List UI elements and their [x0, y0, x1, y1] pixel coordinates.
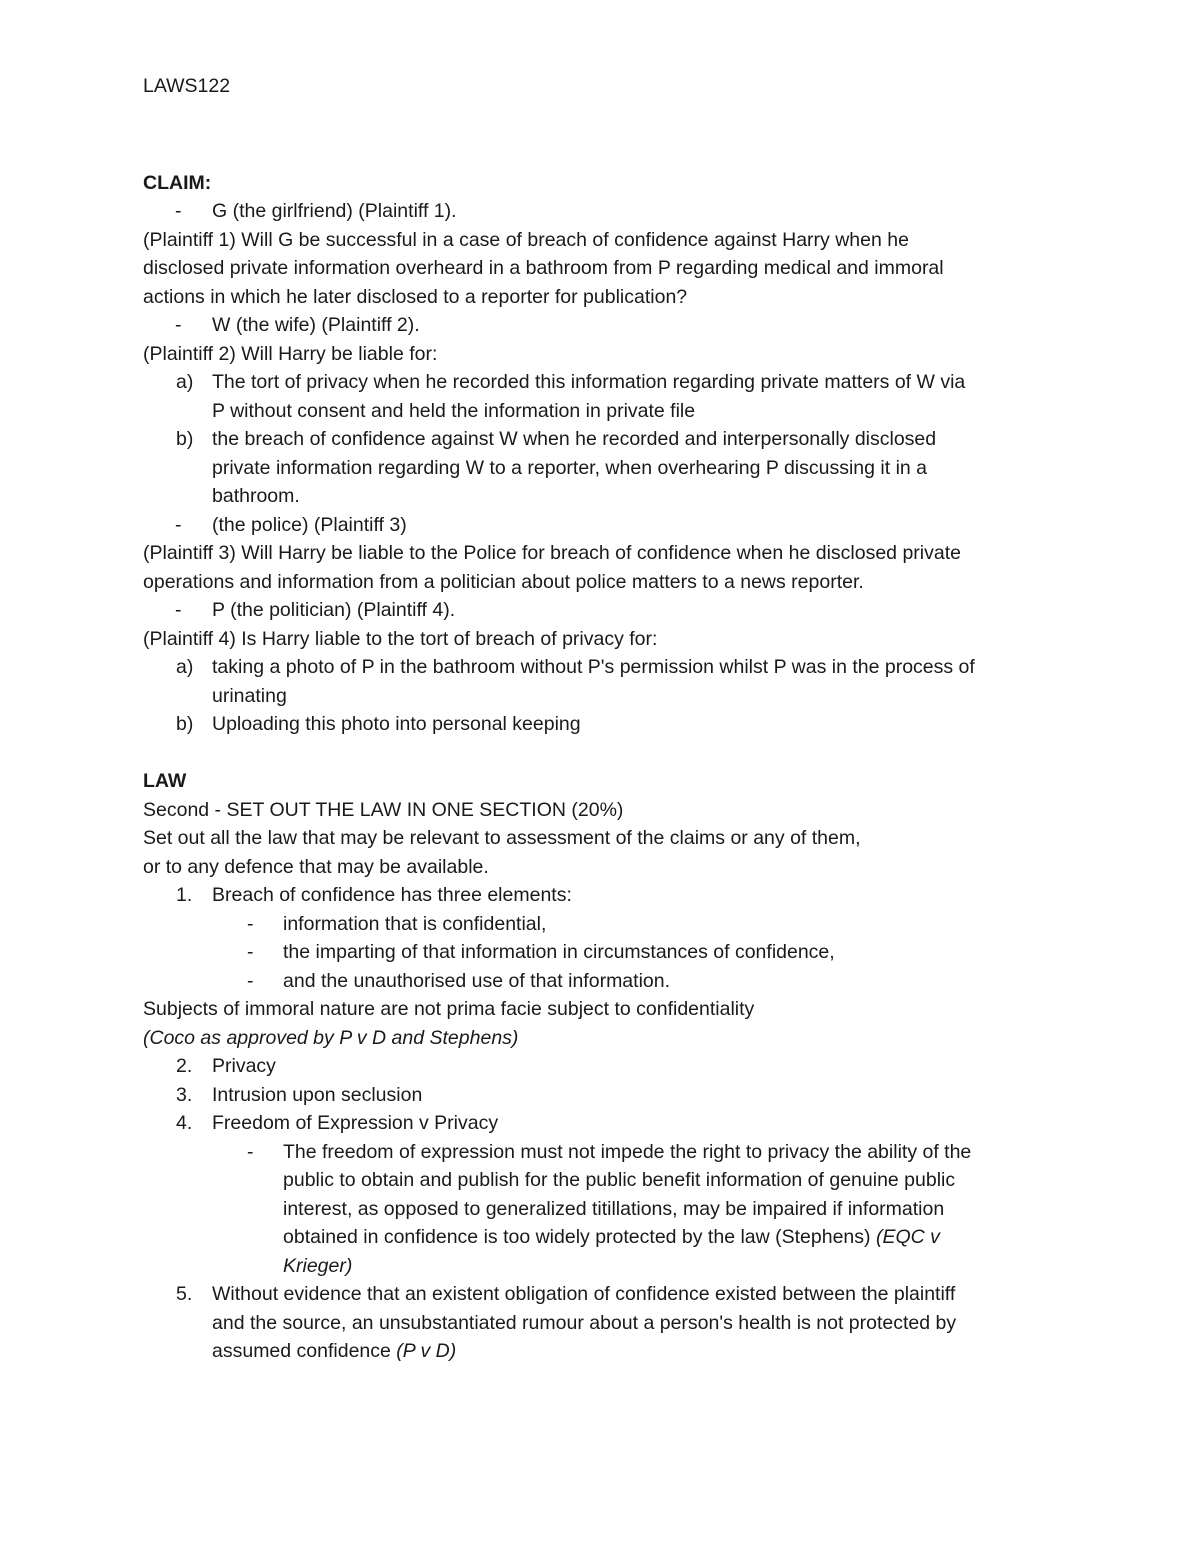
claim-item-girlfriend: - G (the girlfriend) (Plaintiff 1). [143, 197, 1083, 226]
plaintiff4-item-b: b) Uploading this photo into personal keeping [143, 710, 1083, 739]
plaintiff1-question-cont: disclosed private information overheard in a bathroom from P regarding medical and immoral [143, 257, 944, 279]
list-marker: b) [176, 713, 194, 735]
list-marker: 2. [176, 1055, 193, 1077]
case-citation: (EQC v [875, 1226, 940, 1248]
law-item-4-sub-cont: public to obtain and publish for the public benefit information of genuine public [283, 1169, 956, 1191]
law-item-1: 1. Breach of confidence has three elements: [143, 881, 1083, 910]
list-marker: 1. [176, 884, 193, 906]
law-item-3: 3. Intrusion upon seclusion [143, 1081, 1083, 1110]
law-item-5: 5. Without evidence that an existent obligation of confidence existed between the plaintiff [143, 1280, 1083, 1309]
dash-marker: - [247, 1140, 254, 1163]
dash-marker: - [175, 200, 182, 222]
list-marker: 3. [176, 1083, 193, 1106]
claim-section [143, 169, 1083, 739]
plaintiff2-item-b-cont: private information regarding W to a reporter, when overhearing P discussing it in a [212, 456, 928, 479]
plaintiff2-item-a-cont: P without consent and held the information in private file [212, 399, 696, 422]
law-instruction-title: Second - SET OUT THE LAW IN ONE SECTION (20%) [143, 798, 624, 821]
claim-item-politician: - P (the politician) (Plaintiff 4). [143, 596, 1083, 625]
law-section [143, 767, 1083, 1366]
claim-item-wife: - W (the wife) (Plaintiff 2). [143, 311, 1083, 340]
plaintiff2-intro: (Plaintiff 2) Will Harry be liable for: [143, 342, 438, 365]
dash-marker: - [175, 599, 182, 621]
law-item-5-cont: and the source, an unsubstantiated rumour about a person's health is not protected by [212, 1311, 957, 1334]
law-instruction: Set out all the law that may be relevant to assessment of the claims or any of them, [143, 827, 861, 849]
plaintiff3-question: (Plaintiff 3) Will Harry be liable to the Police for breach of confidence when he disclosed private [143, 542, 961, 564]
list-marker: b) [176, 428, 194, 450]
list-marker: a) [176, 656, 194, 678]
claim-heading: CLAIM: [143, 171, 212, 194]
element-item: - information that is confidential, [143, 910, 1083, 939]
dash-marker: - [247, 969, 254, 992]
plaintiff2-item-a: a) The tort of privacy when he recorded this information regarding private matters of W via [143, 368, 1083, 397]
law-item-4: 4. Freedom of Expression v Privacy [143, 1109, 1083, 1138]
law-heading: LAW [143, 770, 187, 792]
dash-marker: - [175, 513, 182, 536]
law-citation: (Coco as approved by P v D and Stephens) [143, 1026, 519, 1049]
dash-marker: - [247, 941, 254, 963]
plaintiff1-question: (Plaintiff 1) Will G be successful in a case of breach of confidence against Harry when he [143, 228, 909, 251]
plaintiff2-item-b: b) the breach of confidence against W when he recorded and interpersonally disclosed [143, 425, 1083, 454]
plaintiff4-item-a: a) taking a photo of P in the bathroom without P's permission whilst P was in the process of [143, 653, 1083, 682]
law-item-2: 2. Privacy [143, 1052, 1083, 1081]
law-note: Subjects of immoral nature are not prima facie subject to confidentiality [143, 998, 755, 1020]
law-instruction-cont: or to any defence that may be available. [143, 855, 489, 878]
page-header: LAWS122 [143, 75, 231, 97]
plaintiff4-intro: (Plaintiff 4) Is Harry liable to the tort of breach of privacy for: [143, 627, 658, 650]
law-item-4-sub: - The freedom of expression must not impede the right to privacy the ability of the [143, 1138, 1083, 1167]
plaintiff1-question-cont: actions in which he later disclosed to a reporter for publication? [143, 285, 688, 308]
document-page [143, 72, 1083, 1366]
plaintiff2-item-b-cont: bathroom. [212, 485, 300, 507]
law-item-4-sub-cont: interest, as opposed to generalized titillations, may be impaired if information [283, 1197, 945, 1220]
plaintiff4-item-a-cont: urinating [212, 684, 287, 707]
plaintiff3-question-cont: operations and information from a politician about police matters to a news reporter. [143, 570, 864, 593]
dash-marker: - [247, 912, 254, 935]
element-item: - the imparting of that information in circumstances of confidence, [143, 938, 1083, 967]
list-marker: 4. [176, 1112, 193, 1134]
case-citation-cont: Krieger) [283, 1254, 353, 1277]
dash-marker: - [175, 314, 182, 336]
claim-item-police: - (the police) (Plaintiff 3) [143, 511, 1083, 540]
case-citation: (P v D) [396, 1340, 457, 1362]
law-item-5-cont: assumed confidence (P v D) [212, 1340, 457, 1362]
element-item: - and the unauthorised use of that information. [143, 967, 1083, 996]
law-item-4-sub-cont: obtained in confidence is too widely protected by the law (Stephens) (EQC v [283, 1226, 940, 1248]
list-marker: a) [176, 371, 194, 393]
list-marker: 5. [176, 1283, 193, 1305]
